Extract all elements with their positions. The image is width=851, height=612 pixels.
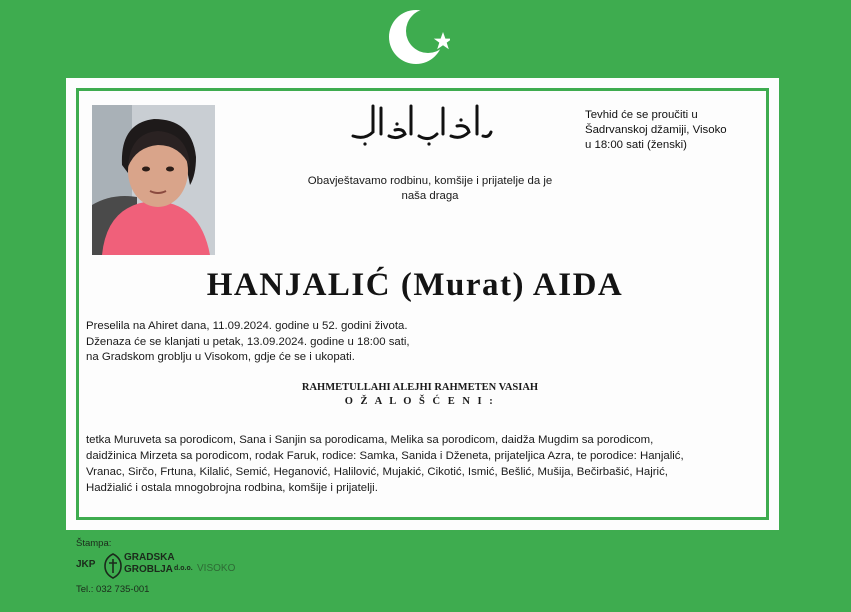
- mourners-line: Vranac, Sirčo, Frtuna, Kilalić, Semić, Heganović, Halilović, Mujakić, Cikotić, Ismić, Bešlić, Mušija, Bečirbašić, Hajrić,: [86, 466, 668, 478]
- details-line: Dženaza će se klanjati u petak, 13.09.2024. godine u 18:00 sati,: [86, 335, 410, 348]
- deceased-photo: [92, 105, 215, 255]
- tevhid-line: Tevhid će se proučiti u: [585, 109, 698, 121]
- deceased-name: HANJALIĆ (Murat) AIDA: [206, 267, 624, 303]
- intro-line: Obavještavamo rodbinu, komšije i prijatelje da je: [307, 175, 553, 187]
- details-line: na Gradskom groblju u Visokom, gdje će se i ukopati.: [86, 351, 355, 363]
- intro-text: [290, 174, 570, 204]
- intro-line: naša draga: [401, 190, 459, 202]
- tevhid-info: [585, 108, 765, 153]
- funeral-details: [86, 319, 506, 366]
- company-abbr: JKP: [76, 559, 96, 570]
- company-name-line2: GROBLJA: [124, 564, 173, 575]
- tevhid-line: u 18:00 sati (ženski): [585, 139, 687, 151]
- mourners-line: tetka Muruveta sa porodicom, Sana i Sanjin sa porodicama, Melika sa porodicom, daidža Mugdim sa porodicom,: [86, 434, 654, 446]
- printer-label: Štampa:: [76, 538, 112, 549]
- company-suffix: d.o.o.: [174, 565, 193, 572]
- company-city: VISOKO: [197, 563, 236, 574]
- printer-logo: [76, 552, 276, 584]
- rahmet-line: RAHMETULLAHI ALEJHI RAHMETEN VASIAH: [301, 382, 539, 393]
- printer-phone: Tel.: 032 735-001: [76, 584, 150, 595]
- tevhid-line: Šadrvanskoj džamiji, Visoko: [585, 124, 727, 136]
- crescent-and-star-icon: [388, 6, 450, 68]
- rahmet-block: [220, 381, 620, 409]
- gradska-groblja-logo-icon: [103, 552, 123, 580]
- mourners-list: [86, 432, 766, 496]
- mourners-line: Hadžialić i ostala mnogobrojna rodbina, komšije i prijatelji.: [86, 482, 378, 494]
- company-name: [124, 552, 175, 576]
- mourners-line: daidžinica Mirzeta sa porodicom, rodak Faruk, rodice: Samka, Sanida i Dženeta, prijateljica Azra, te porodice: Hanjalić,: [86, 450, 684, 462]
- mourners-heading: O Ž A L O Š Ć E N I :: [344, 396, 496, 407]
- company-name-line1: GRADSKA: [124, 552, 175, 563]
- arabic-calligraphy-icon: [345, 98, 495, 146]
- details-line: Preselila na Ahiret dana, 11.09.2024. godine u 52. godini života.: [86, 320, 408, 332]
